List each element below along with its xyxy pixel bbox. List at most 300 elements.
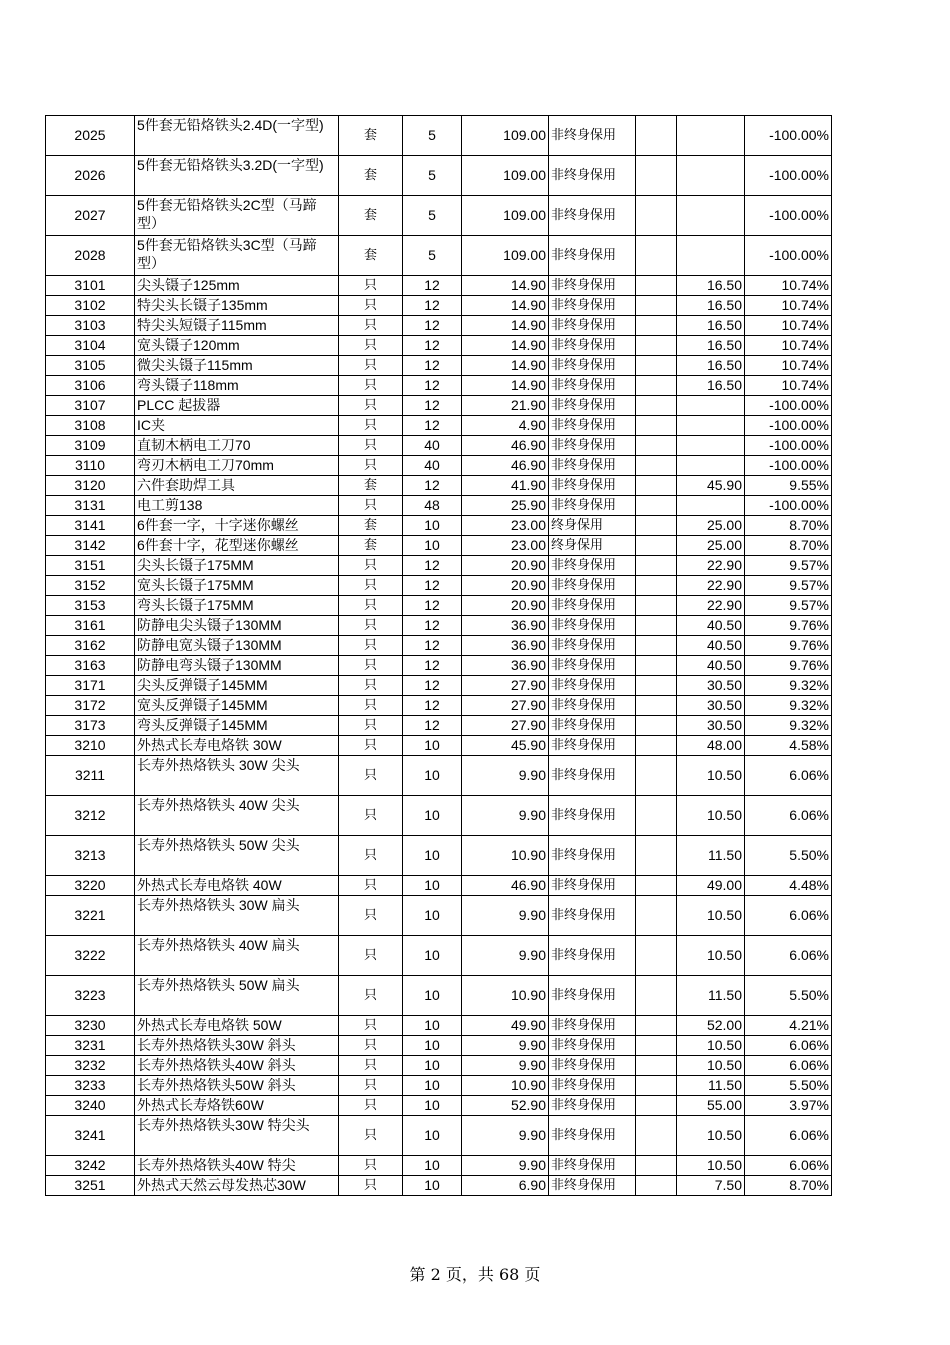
table-row (46, 116, 832, 156)
change-percent-cell: 9.32% (745, 696, 832, 716)
unit-cell: 套 (339, 516, 403, 536)
warranty-cell: 非终身保用 (549, 276, 636, 296)
warranty-cell: 非终身保用 (549, 616, 636, 636)
warranty-cell: 非终身保用 (549, 416, 636, 436)
quantity-cell: 12 (403, 576, 462, 596)
quantity-cell: 10 (403, 976, 462, 1016)
table-row (46, 556, 832, 576)
item-name-cell: 尖头长镊子175MM (135, 556, 339, 576)
quantity-cell: 10 (403, 936, 462, 976)
table-row (46, 1036, 832, 1056)
unit-cell: 只 (339, 1156, 403, 1176)
item-name-cell: 宽头镊子120mm (135, 336, 339, 356)
price-cell: 10.90 (462, 1076, 549, 1096)
table-row (46, 896, 832, 936)
item-code-cell: 3141 (46, 516, 135, 536)
new-price-cell (677, 236, 745, 276)
item-name-cell: 长寿外热烙铁头 50W 尖头 (135, 836, 339, 876)
item-name-cell: 外热式天然云母发热芯30W (135, 1176, 339, 1196)
unit-cell: 只 (339, 416, 403, 436)
change-percent-cell: 10.74% (745, 356, 832, 376)
unit-cell: 只 (339, 316, 403, 336)
price-cell: 9.90 (462, 936, 549, 976)
price-cell: 109.00 (462, 236, 549, 276)
new-price-cell: 10.50 (677, 796, 745, 836)
warranty-cell: 非终身保用 (549, 596, 636, 616)
price-cell: 36.90 (462, 616, 549, 636)
price-cell: 6.90 (462, 1176, 549, 1196)
empty-cell (636, 656, 677, 676)
change-percent-cell: 6.06% (745, 896, 832, 936)
price-cell: 23.00 (462, 516, 549, 536)
quantity-cell: 5 (403, 236, 462, 276)
price-cell: 10.90 (462, 976, 549, 1016)
empty-cell (636, 1056, 677, 1076)
quantity-cell: 12 (403, 476, 462, 496)
change-percent-cell: 9.55% (745, 476, 832, 496)
change-percent-cell: -100.00% (745, 396, 832, 416)
change-percent-cell: -100.00% (745, 496, 832, 516)
empty-cell (636, 696, 677, 716)
warranty-cell: 非终身保用 (549, 1116, 636, 1156)
item-code-cell: 3110 (46, 456, 135, 476)
empty-cell (636, 756, 677, 796)
unit-cell: 只 (339, 696, 403, 716)
price-cell: 21.90 (462, 396, 549, 416)
change-percent-cell: -100.00% (745, 236, 832, 276)
price-cell: 9.90 (462, 1056, 549, 1076)
item-code-cell: 3213 (46, 836, 135, 876)
price-cell: 9.90 (462, 896, 549, 936)
warranty-cell: 非终身保用 (549, 636, 636, 656)
change-percent-cell: 9.32% (745, 676, 832, 696)
item-code-cell: 3232 (46, 1056, 135, 1076)
empty-cell (636, 1096, 677, 1116)
empty-cell (636, 676, 677, 696)
empty-cell (636, 636, 677, 656)
quantity-cell: 12 (403, 676, 462, 696)
unit-cell: 套 (339, 196, 403, 236)
warranty-cell: 非终身保用 (549, 716, 636, 736)
table-row (46, 1156, 832, 1176)
warranty-cell: 终身保用 (549, 536, 636, 556)
unit-cell: 只 (339, 1096, 403, 1116)
new-price-cell (677, 496, 745, 516)
item-name-cell: 外热式长寿电烙铁 40W (135, 876, 339, 896)
change-percent-cell: 5.50% (745, 836, 832, 876)
new-price-cell: 40.50 (677, 616, 745, 636)
quantity-cell: 12 (403, 276, 462, 296)
table-row (46, 636, 832, 656)
item-code-cell: 3101 (46, 276, 135, 296)
quantity-cell: 12 (403, 396, 462, 416)
quantity-cell: 10 (403, 536, 462, 556)
price-cell: 109.00 (462, 156, 549, 196)
item-code-cell: 3104 (46, 336, 135, 356)
quantity-cell: 10 (403, 796, 462, 836)
quantity-cell: 10 (403, 516, 462, 536)
change-percent-cell: 9.57% (745, 556, 832, 576)
unit-cell: 只 (339, 1116, 403, 1156)
quantity-cell: 10 (403, 1056, 462, 1076)
page-footer: 第 2 页，共 68 页 (409, 1265, 541, 1284)
table-row (46, 676, 832, 696)
warranty-cell: 非终身保用 (549, 356, 636, 376)
empty-cell (636, 616, 677, 636)
item-code-cell: 3222 (46, 936, 135, 976)
price-cell: 20.90 (462, 556, 549, 576)
change-percent-cell: 8.70% (745, 516, 832, 536)
empty-cell (636, 396, 677, 416)
new-price-cell: 10.50 (677, 756, 745, 796)
price-cell: 27.90 (462, 716, 549, 736)
table-row (46, 156, 832, 196)
table-row (46, 416, 832, 436)
warranty-cell: 非终身保用 (549, 116, 636, 156)
change-percent-cell: 5.50% (745, 976, 832, 1016)
item-name-cell: 长寿外热烙铁头 40W 扁头 (135, 936, 339, 976)
quantity-cell: 12 (403, 556, 462, 576)
new-price-cell: 10.50 (677, 1116, 745, 1156)
warranty-cell: 非终身保用 (549, 376, 636, 396)
quantity-cell: 5 (403, 196, 462, 236)
table-row (46, 536, 832, 556)
table-row (46, 356, 832, 376)
item-name-cell: 直韧木柄电工刀70 (135, 436, 339, 456)
item-name-cell: 弯刃木柄电工刀70mm (135, 456, 339, 476)
price-cell: 36.90 (462, 636, 549, 656)
price-table-body (46, 116, 832, 1196)
empty-cell (636, 536, 677, 556)
new-price-cell: 30.50 (677, 696, 745, 716)
table-row (46, 476, 832, 496)
new-price-cell: 11.50 (677, 1076, 745, 1096)
price-cell: 14.90 (462, 316, 549, 336)
quantity-cell: 48 (403, 496, 462, 516)
empty-cell (636, 116, 677, 156)
price-cell: 25.90 (462, 496, 549, 516)
new-price-cell: 49.00 (677, 876, 745, 896)
change-percent-cell: 6.06% (745, 936, 832, 976)
table-row (46, 656, 832, 676)
change-percent-cell: 10.74% (745, 276, 832, 296)
warranty-cell: 非终身保用 (549, 436, 636, 456)
table-row (46, 616, 832, 636)
item-code-cell: 3171 (46, 676, 135, 696)
warranty-cell: 非终身保用 (549, 296, 636, 316)
empty-cell (636, 1176, 677, 1196)
item-code-cell: 3153 (46, 596, 135, 616)
unit-cell: 只 (339, 876, 403, 896)
item-name-cell: PLCC 起拔器 (135, 396, 339, 416)
warranty-cell: 非终身保用 (549, 496, 636, 516)
empty-cell (636, 1076, 677, 1096)
item-name-cell: 长寿外热烙铁头30W 斜头 (135, 1036, 339, 1056)
item-name-cell: 长寿外热烙铁头 30W 尖头 (135, 756, 339, 796)
item-name-cell: 长寿外热烙铁头40W 斜头 (135, 1056, 339, 1076)
empty-cell (636, 476, 677, 496)
empty-cell (636, 236, 677, 276)
unit-cell: 只 (339, 756, 403, 796)
new-price-cell: 22.90 (677, 576, 745, 596)
item-name-cell: 长寿外热烙铁头 30W 扁头 (135, 896, 339, 936)
table-row (46, 456, 832, 476)
unit-cell: 只 (339, 716, 403, 736)
item-name-cell: 5件套无铅烙铁头3.2D(一字型) (135, 156, 339, 196)
quantity-cell: 12 (403, 296, 462, 316)
unit-cell: 只 (339, 436, 403, 456)
unit-cell: 只 (339, 596, 403, 616)
table-row (46, 276, 832, 296)
new-price-cell: 22.90 (677, 556, 745, 576)
price-cell: 9.90 (462, 756, 549, 796)
unit-cell: 套 (339, 116, 403, 156)
new-price-cell (677, 116, 745, 156)
item-code-cell: 3233 (46, 1076, 135, 1096)
quantity-cell: 12 (403, 596, 462, 616)
change-percent-cell: 6.06% (745, 1116, 832, 1156)
item-name-cell: 六件套助焊工具 (135, 476, 339, 496)
item-name-cell: 弯头镊子118mm (135, 376, 339, 396)
item-code-cell: 3223 (46, 976, 135, 1016)
price-cell: 49.90 (462, 1016, 549, 1036)
item-code-cell: 3106 (46, 376, 135, 396)
new-price-cell (677, 456, 745, 476)
empty-cell (636, 896, 677, 936)
unit-cell: 只 (339, 736, 403, 756)
change-percent-cell: -100.00% (745, 116, 832, 156)
change-percent-cell: -100.00% (745, 456, 832, 476)
table-row (46, 756, 832, 796)
unit-cell: 只 (339, 336, 403, 356)
warranty-cell: 终身保用 (549, 516, 636, 536)
unit-cell: 只 (339, 276, 403, 296)
warranty-cell: 非终身保用 (549, 696, 636, 716)
new-price-cell: 16.50 (677, 376, 745, 396)
change-percent-cell: 10.74% (745, 376, 832, 396)
quantity-cell: 12 (403, 376, 462, 396)
quantity-cell: 10 (403, 1016, 462, 1036)
empty-cell (636, 716, 677, 736)
new-price-cell: 25.00 (677, 516, 745, 536)
table-row (46, 936, 832, 976)
item-code-cell: 3108 (46, 416, 135, 436)
item-name-cell: 5件套无铅烙铁头2C型（马蹄型） (135, 196, 339, 236)
item-code-cell: 3231 (46, 1036, 135, 1056)
item-code-cell: 3107 (46, 396, 135, 416)
item-name-cell: 尖头反弹镊子145MM (135, 676, 339, 696)
price-cell: 20.90 (462, 576, 549, 596)
empty-cell (636, 796, 677, 836)
warranty-cell: 非终身保用 (549, 476, 636, 496)
price-cell: 9.90 (462, 1156, 549, 1176)
new-price-cell: 40.50 (677, 656, 745, 676)
warranty-cell: 非终身保用 (549, 316, 636, 336)
price-cell: 45.90 (462, 736, 549, 756)
quantity-cell: 40 (403, 436, 462, 456)
change-percent-cell: 9.76% (745, 616, 832, 636)
warranty-cell: 非终身保用 (549, 396, 636, 416)
new-price-cell (677, 196, 745, 236)
empty-cell (636, 596, 677, 616)
new-price-cell (677, 156, 745, 196)
table-row (46, 376, 832, 396)
new-price-cell: 7.50 (677, 1176, 745, 1196)
empty-cell (636, 376, 677, 396)
empty-cell (636, 296, 677, 316)
new-price-cell: 11.50 (677, 836, 745, 876)
item-name-cell: 宽头长镊子175MM (135, 576, 339, 596)
unit-cell: 只 (339, 836, 403, 876)
new-price-cell: 52.00 (677, 1016, 745, 1036)
table-row (46, 496, 832, 516)
price-cell: 10.90 (462, 836, 549, 876)
item-name-cell: 特尖头短镊子115mm (135, 316, 339, 336)
change-percent-cell: 6.06% (745, 796, 832, 836)
warranty-cell: 非终身保用 (549, 236, 636, 276)
table-row (46, 396, 832, 416)
quantity-cell: 12 (403, 616, 462, 636)
empty-cell (636, 436, 677, 456)
item-name-cell: 外热式长寿电烙铁 50W (135, 1016, 339, 1036)
quantity-cell: 10 (403, 756, 462, 796)
warranty-cell: 非终身保用 (549, 196, 636, 236)
item-name-cell: 长寿外热烙铁头 50W 扁头 (135, 976, 339, 1016)
change-percent-cell: 6.06% (745, 1056, 832, 1076)
quantity-cell: 10 (403, 1036, 462, 1056)
item-code-cell: 3173 (46, 716, 135, 736)
unit-cell: 只 (339, 936, 403, 976)
unit-cell: 只 (339, 296, 403, 316)
empty-cell (636, 1036, 677, 1056)
quantity-cell: 10 (403, 736, 462, 756)
price-cell: 9.90 (462, 796, 549, 836)
price-cell: 41.90 (462, 476, 549, 496)
change-percent-cell: 9.32% (745, 716, 832, 736)
unit-cell: 只 (339, 376, 403, 396)
item-name-cell: 外热式长寿烙铁60W (135, 1096, 339, 1116)
item-code-cell: 3163 (46, 656, 135, 676)
new-price-cell: 10.50 (677, 1056, 745, 1076)
change-percent-cell: 10.74% (745, 316, 832, 336)
empty-cell (636, 196, 677, 236)
unit-cell: 只 (339, 1076, 403, 1096)
table-row (46, 1096, 832, 1116)
empty-cell (636, 1156, 677, 1176)
item-code-cell: 3120 (46, 476, 135, 496)
warranty-cell: 非终身保用 (549, 1096, 636, 1116)
unit-cell: 只 (339, 676, 403, 696)
price-cell: 14.90 (462, 376, 549, 396)
quantity-cell: 12 (403, 316, 462, 336)
empty-cell (636, 1016, 677, 1036)
warranty-cell: 非终身保用 (549, 1176, 636, 1196)
warranty-cell: 非终身保用 (549, 1036, 636, 1056)
new-price-cell: 40.50 (677, 636, 745, 656)
empty-cell (636, 576, 677, 596)
empty-cell (636, 416, 677, 436)
item-code-cell: 3230 (46, 1016, 135, 1036)
empty-cell (636, 556, 677, 576)
warranty-cell: 非终身保用 (549, 336, 636, 356)
new-price-cell: 30.50 (677, 676, 745, 696)
empty-cell (636, 976, 677, 1016)
change-percent-cell: 10.74% (745, 296, 832, 316)
quantity-cell: 12 (403, 416, 462, 436)
change-percent-cell: -100.00% (745, 416, 832, 436)
table-row (46, 516, 832, 536)
warranty-cell: 非终身保用 (549, 1156, 636, 1176)
item-code-cell: 2028 (46, 236, 135, 276)
empty-cell (636, 936, 677, 976)
item-code-cell: 3151 (46, 556, 135, 576)
change-percent-cell: 8.70% (745, 1176, 832, 1196)
new-price-cell: 45.90 (677, 476, 745, 496)
table-row (46, 1056, 832, 1076)
item-name-cell: 长寿外热烙铁头50W 斜头 (135, 1076, 339, 1096)
change-percent-cell: -100.00% (745, 196, 832, 236)
change-percent-cell: 8.70% (745, 536, 832, 556)
unit-cell: 只 (339, 1176, 403, 1196)
warranty-cell: 非终身保用 (549, 556, 636, 576)
empty-cell (636, 276, 677, 296)
item-code-cell: 3161 (46, 616, 135, 636)
new-price-cell: 48.00 (677, 736, 745, 756)
price-table (45, 115, 832, 1196)
empty-cell (636, 836, 677, 876)
item-code-cell: 3142 (46, 536, 135, 556)
quantity-cell: 10 (403, 1096, 462, 1116)
warranty-cell: 非终身保用 (549, 976, 636, 1016)
quantity-cell: 10 (403, 1116, 462, 1156)
new-price-cell: 22.90 (677, 596, 745, 616)
new-price-cell: 10.50 (677, 1036, 745, 1056)
unit-cell: 只 (339, 556, 403, 576)
table-row (46, 976, 832, 1016)
quantity-cell: 12 (403, 716, 462, 736)
unit-cell: 只 (339, 796, 403, 836)
item-code-cell: 3241 (46, 1116, 135, 1156)
item-code-cell: 3211 (46, 756, 135, 796)
item-name-cell: 弯头反弹镊子145MM (135, 716, 339, 736)
quantity-cell: 10 (403, 836, 462, 876)
change-percent-cell: 10.74% (745, 336, 832, 356)
quantity-cell: 12 (403, 336, 462, 356)
unit-cell: 套 (339, 536, 403, 556)
price-cell: 52.90 (462, 1096, 549, 1116)
change-percent-cell: 6.06% (745, 756, 832, 796)
empty-cell (636, 1116, 677, 1156)
empty-cell (636, 316, 677, 336)
item-code-cell: 3212 (46, 796, 135, 836)
item-code-cell: 2027 (46, 196, 135, 236)
price-cell: 109.00 (462, 196, 549, 236)
warranty-cell: 非终身保用 (549, 656, 636, 676)
new-price-cell: 55.00 (677, 1096, 745, 1116)
quantity-cell: 10 (403, 1176, 462, 1196)
empty-cell (636, 336, 677, 356)
warranty-cell: 非终身保用 (549, 1016, 636, 1036)
item-name-cell: 防静电尖头镊子130MM (135, 616, 339, 636)
warranty-cell: 非终身保用 (549, 936, 636, 976)
quantity-cell: 5 (403, 116, 462, 156)
empty-cell (636, 456, 677, 476)
quantity-cell: 10 (403, 896, 462, 936)
unit-cell: 只 (339, 1056, 403, 1076)
new-price-cell: 30.50 (677, 716, 745, 736)
item-code-cell: 3131 (46, 496, 135, 516)
warranty-cell: 非终身保用 (549, 896, 636, 936)
